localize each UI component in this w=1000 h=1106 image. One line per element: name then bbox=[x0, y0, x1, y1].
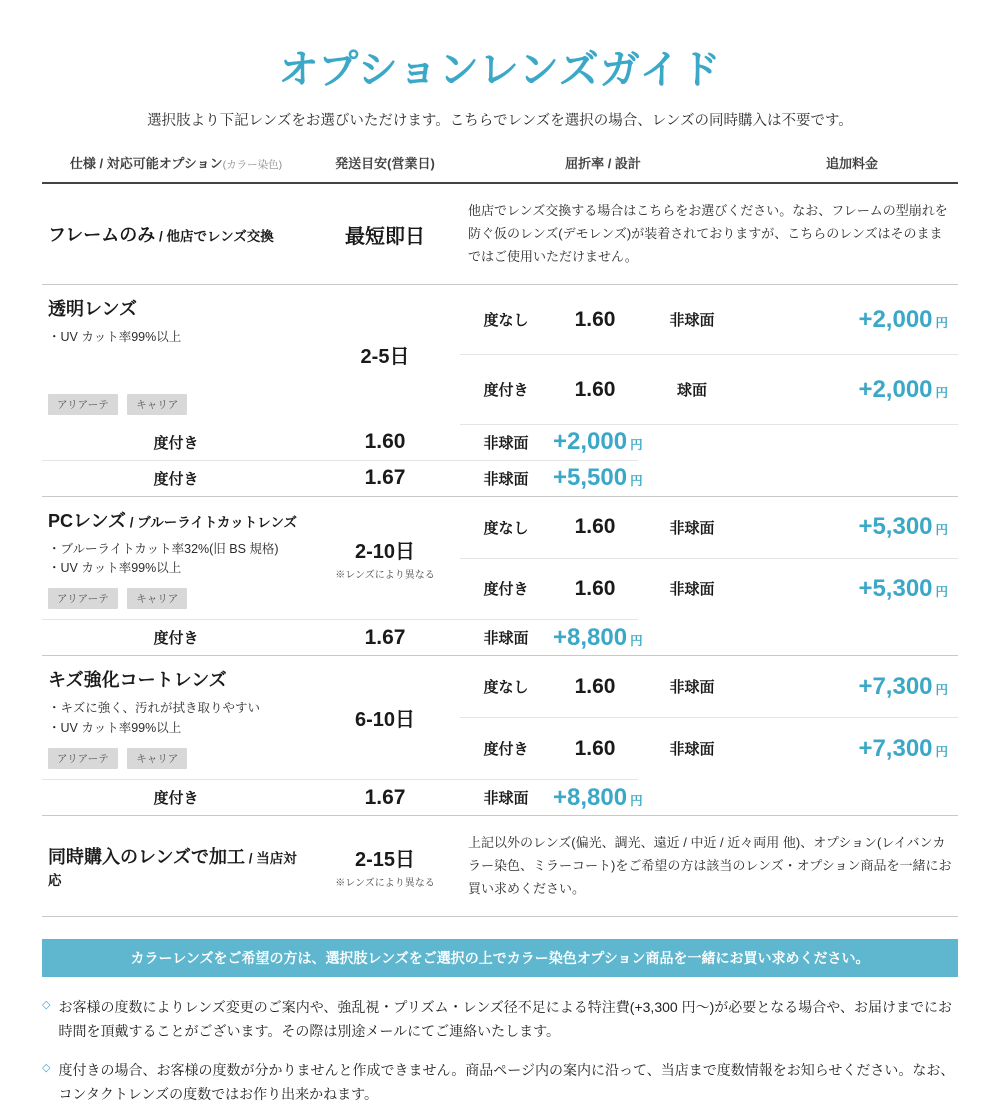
price-unit: 円 bbox=[935, 315, 949, 330]
table-row bbox=[42, 425, 958, 460]
degree-cell: 度付き bbox=[153, 434, 199, 452]
design-cell: 非球面 bbox=[669, 741, 715, 759]
design-cell: 非球面 bbox=[483, 434, 529, 452]
tag-chip: アリアーテ bbox=[48, 748, 118, 769]
index-cell: 1.60 bbox=[574, 377, 616, 401]
product-bullets bbox=[48, 540, 306, 579]
ship-cell bbox=[310, 285, 460, 425]
index-cell: 1.60 bbox=[574, 576, 616, 600]
tag-chip: キャリア bbox=[127, 588, 187, 609]
product-title bbox=[48, 295, 306, 321]
bullet: ・UV カット率99%以上 bbox=[48, 561, 182, 575]
bullet: ・キズに強く、汚れが拭き取りやすい bbox=[48, 701, 261, 716]
index-cell: 1.60 bbox=[574, 515, 616, 539]
price-cell bbox=[552, 425, 643, 460]
ship-value: 2-15日 bbox=[354, 849, 416, 872]
price-cell bbox=[746, 558, 958, 619]
product-title bbox=[48, 843, 306, 890]
lens-options-table bbox=[42, 152, 958, 917]
product-name-sub: / 他店でレンズ交換 bbox=[155, 229, 274, 245]
degree-cell: 度付き bbox=[483, 741, 529, 759]
bullet-circle-icon: ◇ bbox=[42, 1061, 51, 1074]
top-accent bbox=[0, 0, 1000, 3]
product-name: キズ強化コートレンズ bbox=[48, 670, 227, 691]
row-name-cell bbox=[42, 183, 310, 284]
price-cell bbox=[746, 285, 958, 354]
price-cell bbox=[746, 718, 958, 779]
ship-value: 2-10日 bbox=[354, 541, 416, 563]
price-value: +8,800 bbox=[553, 623, 628, 651]
row-name-cell bbox=[42, 656, 310, 779]
ship-note: ※レンズにより異なる bbox=[335, 878, 435, 890]
color-lens-banner: カラーレンズをご希望の方は、選択肢レンズをご選択の上でカラー染色オプション商品を一緒にお買い求めください。 bbox=[42, 939, 958, 977]
price-unit: 円 bbox=[935, 744, 949, 759]
column-header-spec-text: 仕様 / 対応可能オプション bbox=[69, 156, 223, 171]
design-cell: 球面 bbox=[677, 382, 708, 400]
column-header-index: 屈折率 / 設計 bbox=[565, 156, 641, 171]
column-header-spec-note: (カラー染色) bbox=[222, 159, 283, 171]
footnote-item bbox=[42, 995, 958, 1043]
product-title bbox=[48, 221, 306, 247]
price-value: +5,300 bbox=[858, 574, 933, 602]
price-cell bbox=[552, 460, 643, 496]
degree-cell: 度付き bbox=[153, 790, 199, 808]
table-row bbox=[42, 285, 958, 354]
degree-cell: 度付き bbox=[483, 382, 529, 400]
degree-cell: 度なし bbox=[483, 312, 529, 330]
footnotes bbox=[42, 995, 958, 1105]
footnote-item bbox=[42, 1058, 958, 1106]
design-cell: 非球面 bbox=[483, 630, 529, 648]
price-unit: 円 bbox=[630, 633, 643, 648]
ship-value: 最短即日 bbox=[345, 225, 425, 248]
footnote-text: お客様の度数によりレンズ変更のご案内や、強乱視・プリズム・レンズ径不足による特注費(+3,300 円〜)が必要となる場合や、お届けまでにお時間を頂戴することがございます。その際は別途メールにてご連絡いたします。 bbox=[58, 999, 952, 1040]
price-unit: 円 bbox=[935, 682, 949, 697]
design-cell: 非球面 bbox=[669, 679, 715, 697]
price-value: +8,800 bbox=[553, 783, 628, 811]
ship-cell bbox=[310, 656, 460, 779]
ship-cell bbox=[310, 183, 460, 284]
column-header-spec bbox=[42, 152, 310, 182]
row-name-cell bbox=[42, 496, 310, 619]
table-row bbox=[42, 620, 958, 656]
row-note: 上記以外のレンズ(偏光、調光、遠近 / 中近 / 近々両用 他)、オプション(レイバンカラー染色、ミラーコート)をご希望の方は該当のレンズ・オプション商品を一緒にお買い求めください。 bbox=[468, 835, 952, 896]
product-bullets bbox=[48, 699, 306, 738]
table-row bbox=[42, 816, 958, 917]
price-value: +2,000 bbox=[553, 428, 628, 456]
product-name-sub: / 当店対応 bbox=[48, 850, 297, 888]
price-cell bbox=[746, 355, 958, 424]
bullet: ・UV カット率99%以上 bbox=[48, 720, 182, 735]
product-bullets bbox=[48, 328, 306, 347]
product-name: フレームのみ bbox=[48, 225, 156, 246]
table-row bbox=[42, 496, 958, 557]
price-unit: 円 bbox=[935, 584, 949, 599]
bullet: ・ブルーライトカット率32%(旧 BS 規格) bbox=[48, 541, 279, 556]
ship-value: 6-10日 bbox=[354, 709, 416, 732]
degree-cell: 度なし bbox=[483, 679, 529, 697]
index-cell: 1.67 bbox=[364, 625, 406, 649]
product-name: 透明レンズ bbox=[48, 299, 138, 320]
design-cell: 非球面 bbox=[669, 581, 715, 599]
index-cell: 1.67 bbox=[364, 785, 406, 809]
price-value: +5,300 bbox=[858, 513, 933, 541]
design-cell: 非球面 bbox=[483, 790, 529, 808]
tag-chip: アリアーテ bbox=[48, 394, 118, 415]
price-cell bbox=[552, 780, 643, 816]
row-name-cell bbox=[42, 816, 310, 917]
degree-cell: 度なし bbox=[483, 519, 529, 537]
ship-cell bbox=[310, 496, 460, 619]
price-unit: 円 bbox=[935, 523, 949, 538]
ship-value: 2-5日 bbox=[360, 346, 410, 369]
price-value: +2,000 bbox=[858, 305, 933, 333]
index-cell: 1.60 bbox=[574, 736, 616, 760]
design-cell: 非球面 bbox=[669, 312, 715, 330]
price-value: +7,300 bbox=[858, 672, 933, 700]
row-name-cell bbox=[42, 285, 310, 425]
product-name: 同時購入のレンズで加工 bbox=[48, 846, 246, 867]
degree-cell: 度付き bbox=[483, 581, 529, 599]
price-cell bbox=[552, 620, 643, 656]
product-tags bbox=[48, 588, 306, 609]
product-title bbox=[48, 507, 306, 533]
product-name: PCレンズ bbox=[48, 510, 127, 531]
product-title bbox=[48, 666, 306, 692]
table-row bbox=[42, 183, 958, 284]
index-cell: 1.60 bbox=[574, 307, 616, 331]
price-value: +5,500 bbox=[553, 464, 628, 492]
footnote-text: 度付きの場合、お客様の度数が分かりませんと作成できません。商品ページ内の案内に沿って、当店まで度数情報をお知らせください。なお、コンタクトレンズの度数ではお作り出来かねます。 bbox=[58, 1061, 955, 1102]
column-header-ship: 発送目安(営業日) bbox=[335, 156, 435, 171]
table-row bbox=[42, 780, 958, 816]
design-cell: 非球面 bbox=[669, 519, 715, 537]
index-cell: 1.67 bbox=[364, 466, 406, 490]
page-subtitle: 選択肢より下記レンズをお選びいただけます。こちらでレンズを選択の場合、レンズの同時購入は不要です。 bbox=[147, 113, 853, 129]
table-row bbox=[42, 460, 958, 496]
page-title: オプションレンズガイド bbox=[278, 48, 722, 92]
price-cell bbox=[746, 496, 958, 557]
bullet: ・UV カット率99%以上 bbox=[48, 330, 182, 345]
product-name-sub: / ブルーライトカットレンズ bbox=[126, 514, 298, 530]
degree-cell: 度付き bbox=[153, 470, 199, 488]
price-unit: 円 bbox=[630, 474, 643, 489]
price-value: +7,300 bbox=[858, 734, 933, 762]
ship-cell bbox=[310, 816, 460, 917]
design-cell: 非球面 bbox=[483, 470, 529, 488]
index-cell: 1.60 bbox=[364, 430, 406, 454]
price-unit: 円 bbox=[630, 793, 643, 808]
degree-cell: 度付き bbox=[153, 630, 199, 648]
product-tags bbox=[48, 394, 306, 415]
tag-chip: キャリア bbox=[127, 748, 187, 769]
price-unit: 円 bbox=[935, 385, 949, 400]
tag-chip: キャリア bbox=[127, 394, 187, 415]
index-cell: 1.60 bbox=[574, 674, 616, 698]
row-note: 他店でレンズ交換する場合はこちらをお選びください。なお、フレームの型崩れを防ぐ仮のレンズ(デモレンズ)が装着されておりますが、こちらのレンズはそのままではご使用いただけません。 bbox=[468, 203, 948, 264]
price-cell bbox=[746, 656, 958, 717]
product-tags bbox=[48, 748, 306, 769]
price-value: +2,000 bbox=[858, 375, 933, 403]
column-header-price: 追加料金 bbox=[826, 156, 879, 171]
ship-note: ※レンズにより異なる bbox=[335, 570, 435, 581]
table-row bbox=[42, 656, 958, 717]
price-unit: 円 bbox=[630, 438, 643, 453]
tag-chip: アリアーテ bbox=[48, 588, 118, 609]
bullet-circle-icon: ◇ bbox=[42, 999, 51, 1012]
